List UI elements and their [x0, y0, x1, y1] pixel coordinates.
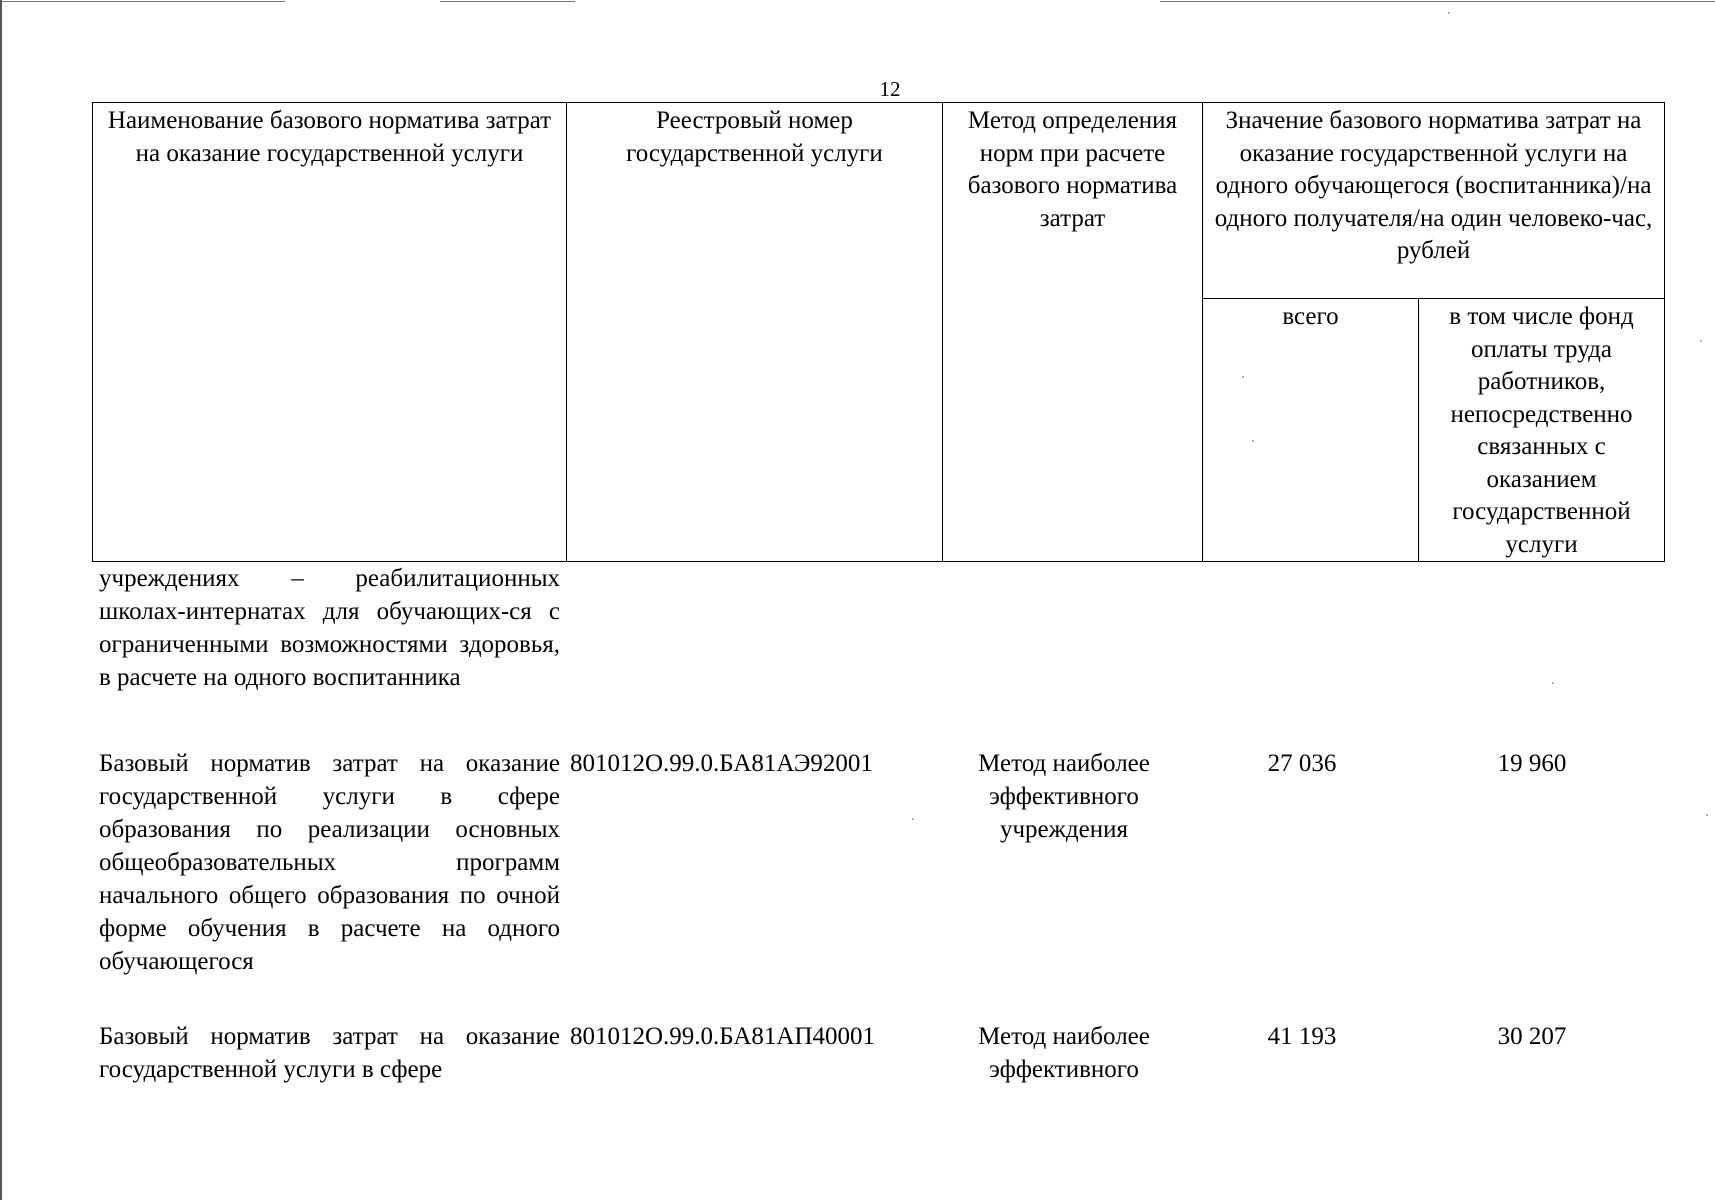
header-total: всего: [1203, 299, 1419, 562]
row-registry-number: 801012О.99.0.БА81АЭ92001: [570, 750, 873, 777]
norm-table-header: [92, 102, 1665, 562]
row-norm-name: Базовый норматив затрат на оказание государственной услуги в сфере: [99, 1023, 560, 1083]
scan-speck: [1700, 340, 1702, 342]
scan-edge-line: [0, 1, 285, 2]
row-registry-number: 801012О.99.0.БА81АП40001: [570, 1023, 875, 1050]
header-registry-number: Реестровый номер государственной услуги: [567, 103, 943, 562]
scan-speck: [1706, 814, 1708, 816]
header-method: Метод определения норм при расчете базового норматива затрат: [943, 103, 1203, 562]
scan-edge-line: [1160, 1, 1715, 2]
row-method: Метод наиболее эффективного: [978, 1023, 1150, 1083]
header-norm-value: Значение базового норматива затрат на оказание государственной услуги на одного обучающегося (воспитанника)/на одного получателя/на один человеко-час, рублей: [1203, 103, 1665, 299]
row-norm-name: Базовый норматив затрат на оказание государственной услуги в сфере образования по реализации основных общеобразовательных программ начального общего образования по очной форме обучения в расчете на одного обучающегося: [99, 750, 560, 975]
row-wage-fund: 19 960: [1497, 750, 1567, 777]
page-number: 12: [879, 77, 901, 101]
row-norm-name: учреждениях – реабилитационных школах-интернатах для обучающих-ся с ограниченными возможностями здоровья, в расчете на одного воспитанника: [99, 565, 560, 691]
scan-left-edge: [0, 0, 2, 1200]
row-total: 41 193: [1267, 1023, 1337, 1050]
header-wage-fund: в том числе фонд оплаты труда работников, непосредственно связанных с оказанием государственной услуги: [1419, 299, 1665, 562]
row-total: 27 036: [1267, 750, 1337, 777]
scan-speck: [912, 818, 914, 820]
scan-speck: [1552, 682, 1554, 684]
row-method: Метод наиболее эффективного учреждения: [978, 750, 1150, 843]
row-wage-fund: 30 207: [1497, 1023, 1567, 1050]
scan-speck: [1448, 12, 1450, 14]
scan-edge-line: [440, 1, 575, 2]
header-norm-name: Наименование базового норматива затрат на оказание государственной услуги: [93, 103, 567, 562]
